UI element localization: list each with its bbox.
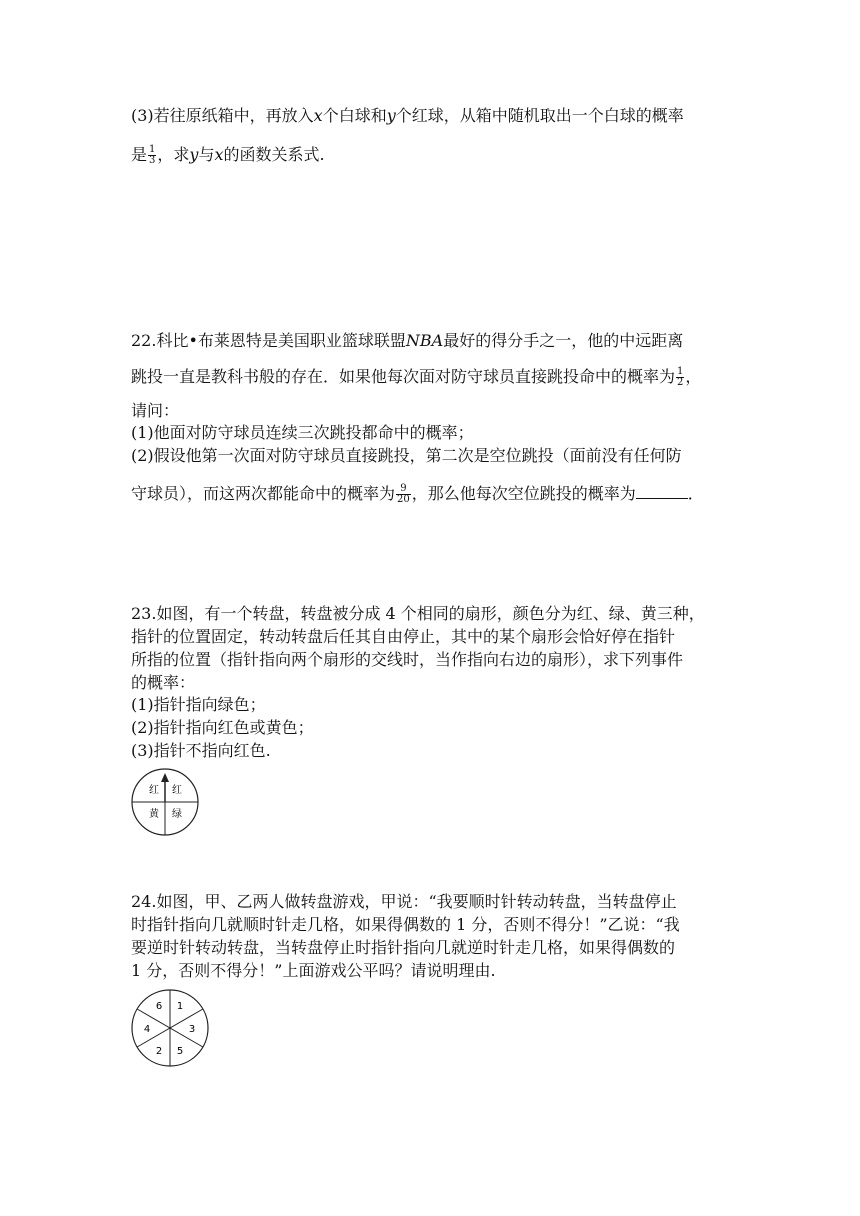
text-segment: ，求 [157,145,190,164]
q23-line6: (2)指针指向红色或黄色； [131,718,314,737]
q22-line1 [131,331,683,351]
q23-line2: 指针的位置固定，转动转盘后任其自由停止，其中的某个扇形会恰好停在指针 [131,627,676,646]
q21-part3-line1 [131,106,684,126]
q22-line6 [131,484,704,505]
q22-line5: (2)假设他第一次面对防守球员直接跳投，第二次是空位跳投（面前没有任何防 [131,446,682,465]
q24-line2: 时指针指向几就顺时针走几格，如果得偶数的 1 分，否则不得分！”乙说：“我 [131,915,680,934]
sector-label-6: 6 [155,1001,163,1012]
text-segment: 与 [198,145,215,164]
fraction-numerator: 1 [149,144,156,155]
q23-line1: 23.如图，有一个转盘，转盘被分成 4 个相同的扇形，颜色分为红、绿、黄三种， [131,604,705,623]
fraction-denominator: 20 [397,494,410,505]
sector-label-2: 2 [155,1046,163,1057]
answer-blank [636,484,688,499]
q24-line4: 1 分，否则不得分！”上面游戏公平吗？请说明理由. [131,961,496,980]
variable-x: x [214,145,224,164]
fraction-one-third [148,145,156,166]
fraction-one-half [676,367,684,388]
sector-label-top-right: 红 [172,785,182,796]
text-segment: 守球员），而这两次都能命中的概率为 [131,484,396,503]
fraction-denominator: 2 [677,377,684,388]
pointer-arrow-icon [161,773,169,782]
q24-line3: 要逆时针转动转盘，当转盘停止时指针指向几就逆时针走几格，如果得偶数的 [131,938,676,957]
fraction-nine-twentieths [396,484,411,505]
text-segment: 个红球，从箱中随机取出一个白球的概率 [395,106,684,125]
q23-line3: 所指的位置（指针指向两个扇形的交线时，当作指向右边的扇形），求下列事件 [131,650,684,669]
text-segment: ，那么他每次空位跳投的概率为 [411,484,636,503]
fraction-numerator: 1 [677,366,684,377]
text-segment: 的函数关系式. [223,145,325,164]
q22-line2 [131,367,701,388]
sector-label-bottom-right: 绿 [172,809,182,820]
q22-line4: (1)他面对防守球员连续三次跳投都命中的概率； [131,423,474,442]
fraction-denominator: 3 [149,155,156,166]
text-segment: 22.科比•布莱恩特是美国职业篮球联盟 [131,331,406,350]
variable-y: y [386,106,396,125]
q23-line5: (1)指针指向绿色； [131,695,266,714]
spinner-figure-four-sectors [129,766,201,838]
q24-line1: 24.如图，甲、乙两人做转盘游戏，甲说：“我要顺时针转动转盘，当转盘停止 [131,892,677,911]
variable-x: x [313,106,323,125]
text-segment: 跳投一直是教科书般的存在．如果他每次面对防守球员直接跳投命中的概率为 [131,367,676,386]
text-segment: (3)若往原纸箱中，再放入 [131,106,314,125]
sector-label-3: 3 [188,1024,196,1035]
variable-y: y [189,145,199,164]
sector-label-top-left: 红 [149,785,159,796]
sector-label-bottom-left: 黄 [149,809,159,820]
q23-line7: (3)指针不指向红色. [131,741,271,760]
text-segment: 是 [131,145,148,164]
sector-label-5: 5 [176,1046,184,1057]
text-segment: 个白球和 [322,106,387,125]
text-segment: ， [685,367,702,386]
sector-label-4: 4 [143,1024,151,1035]
spinner-figure-six-sectors [129,987,211,1069]
q23-line4: 的概率： [131,673,196,692]
nba-term: NBA [405,331,444,350]
sector-label-1: 1 [176,1001,184,1012]
q21-part3-line2 [131,145,325,166]
text-segment: ． [687,484,704,503]
fraction-numerator: 9 [396,484,411,495]
text-segment: 最好的得分手之一，他的中远距离 [443,331,684,350]
q22-line3: 请问： [131,401,180,420]
